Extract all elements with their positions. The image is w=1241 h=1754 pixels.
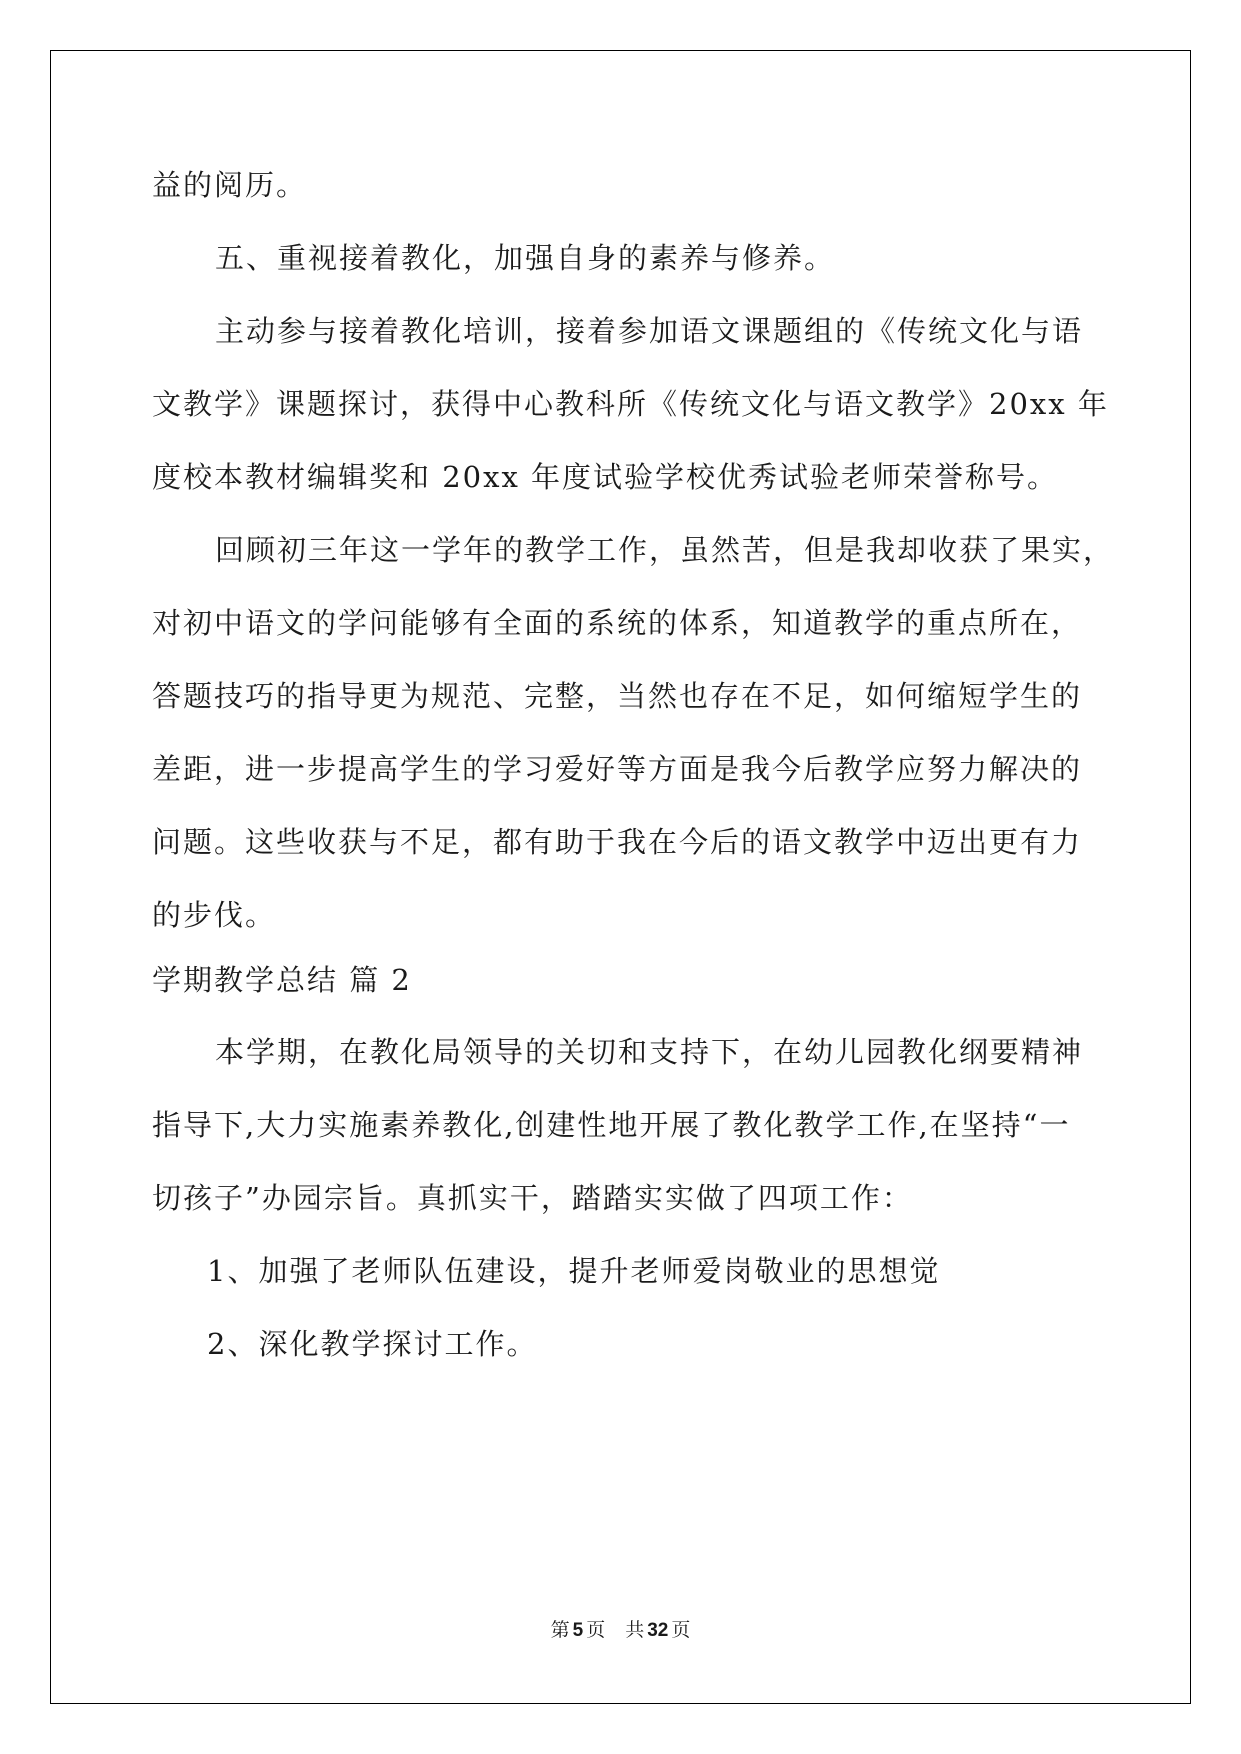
text-line: 的步伐。: [152, 898, 277, 932]
page-footer: [0, 1618, 1241, 1643]
section-heading: 学期教学总结 篇 2: [152, 963, 412, 997]
page-border: [50, 50, 1191, 1704]
page-prefix: 第: [550, 1619, 570, 1641]
page-unit: 页: [586, 1619, 606, 1641]
list-item: 2、深化教学探讨工作。: [207, 1327, 538, 1361]
text-line: 切孩子”办园宗旨。真抓实干，踏踏实实做了四项工作：: [152, 1181, 913, 1215]
text-line: 文教学》课题探讨，获得中心教科所《传统文化与语文教学》20xx 年: [152, 387, 1109, 421]
text-line: 五、重视接着教化，加强自身的素养与修养。: [215, 241, 836, 275]
text-line: 问题。这些收获与不足，都有助于我在今后的语文教学中迈出更有力: [152, 825, 1083, 859]
text-line: 度校本教材编辑奖和 20xx 年度试验学校优秀试验老师荣誉称号。: [152, 460, 1059, 494]
text-line: 指导下,大力实施素养教化,创建性地开展了教化教学工作,在坚持“一: [152, 1108, 1071, 1142]
total-prefix: 共: [625, 1619, 645, 1641]
page-number: 5: [572, 1620, 584, 1641]
total-unit: 页: [671, 1619, 691, 1641]
text-line: 主动参与接着教化培训，接着参加语文课题组的《传统文化与语: [215, 314, 1084, 348]
text-line: 益的阅历。: [152, 168, 308, 202]
text-line: 对初中语文的学问能够有全面的系统的体系，知道教学的重点所在，: [152, 606, 1083, 640]
list-item: 1、加强了老师队伍建设，提升老师爱岗敬业的思想觉: [207, 1254, 941, 1288]
text-line: 差距，进一步提高学生的学习爱好等方面是我今后教学应努力解决的: [152, 752, 1083, 786]
text-line: 答题技巧的指导更为规范、完整，当然也存在不足，如何缩短学生的: [152, 679, 1083, 713]
text-line: 本学期，在教化局领导的关切和支持下，在幼儿园教化纲要精神: [215, 1035, 1084, 1069]
total-pages: 32: [647, 1620, 669, 1641]
text-line: 回顾初三年这一学年的教学工作，虽然苦，但是我却收获了果实，: [215, 533, 1115, 567]
